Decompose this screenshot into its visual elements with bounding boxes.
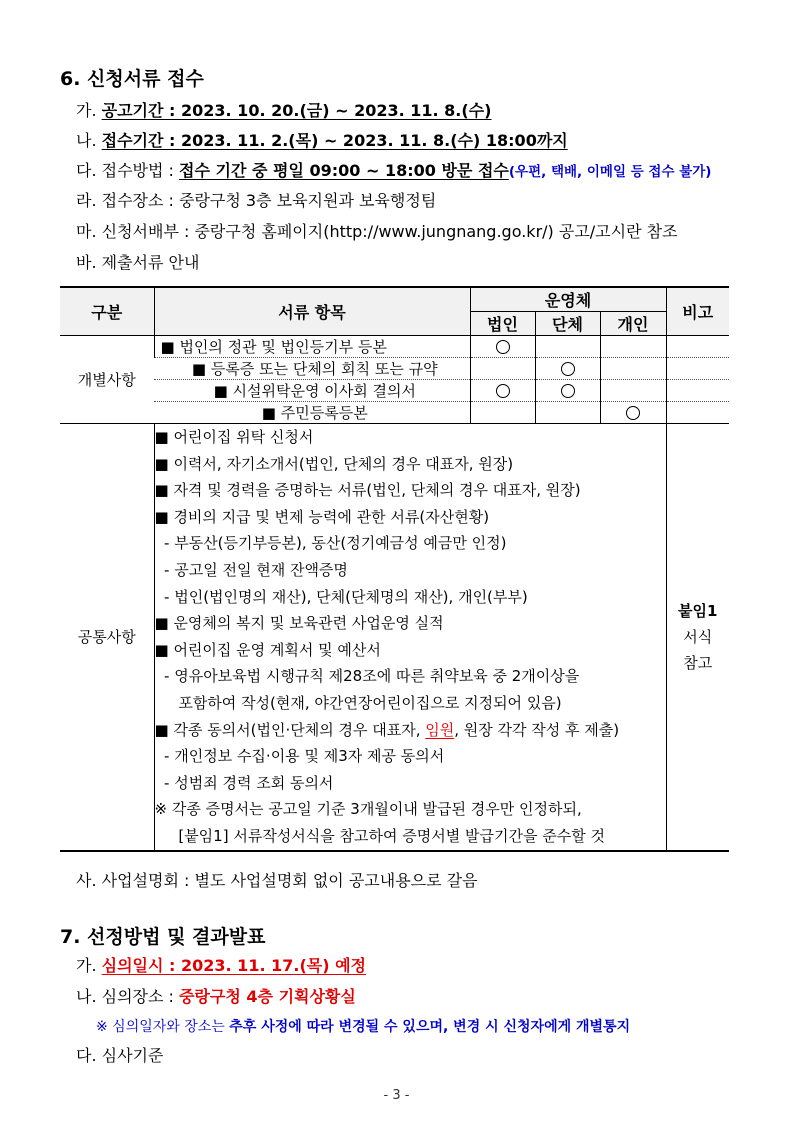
circle-mark xyxy=(561,384,575,398)
review-date: 심의일시 : 2023. 11. 17.(목) 예정 xyxy=(101,956,367,975)
review-place: 중랑구청 4층 기획상황실 xyxy=(179,987,356,1006)
header-corp: 법인 xyxy=(470,312,535,336)
header-group: 단체 xyxy=(535,312,600,336)
common-line: ■ 자격 및 경력을 증명하는 서류(법인, 단체의 경우 대표자, 원장) xyxy=(154,481,581,500)
common-line: - 개인정보 수집·이용 및 제3자 제공 동의서 xyxy=(154,747,445,766)
list-item-sa: 사. 사업설명회 : 별도 사업설명회 없이 공고내용으로 갈음 xyxy=(76,871,478,890)
note-prefix: ※ 심의일자와 장소는 xyxy=(96,1019,230,1035)
consent-red: 임원 xyxy=(425,720,455,739)
circle-mark xyxy=(496,384,510,398)
list-item-ma: 마. 신청서배부 : 중랑구청 홈페이지(http://www.jungnang.go.kr/) 공고/고시란 참조 xyxy=(76,222,678,241)
item-label: 나. 심의장소 : xyxy=(76,987,180,1006)
section-6-title: 6. 신청서류 접수 xyxy=(60,68,204,90)
table-row xyxy=(60,402,729,424)
section-7-title: 7. 선정방법 및 결과발표 xyxy=(60,926,266,948)
page-number: - 3 - xyxy=(383,1088,410,1103)
list-item-ba: 바. 제출서류 안내 xyxy=(76,253,200,272)
header-category: 구분 xyxy=(60,287,154,336)
list-item-da xyxy=(76,158,711,181)
circle-mark xyxy=(496,340,510,354)
common-line: - 부동산(등기부등본), 동산(정기예금성 예금만 인정) xyxy=(154,534,507,553)
notice-period: 공고기간 : 2023. 10. 20.(금) ~ 2023. 11. 8.(수) xyxy=(101,101,492,120)
header-operator: 운영체 xyxy=(470,287,666,312)
common-line: [붙임1] 서류작성서식을 참고하여 증명서별 발급기간을 준수할 것 xyxy=(154,826,605,845)
review-note xyxy=(96,1016,630,1036)
individual-label: 개별사항 xyxy=(60,336,154,424)
documents-table xyxy=(60,286,729,852)
consent-tail: , 원장 각각 작성 후 제출) xyxy=(454,720,620,739)
table-row xyxy=(60,336,729,358)
common-line: - 성범죄 경력 조회 동의서 xyxy=(154,773,334,792)
common-line: - 영유아보육법 시행규칙 제28조에 따른 취약보육 중 2개이상을 xyxy=(154,667,580,686)
header-indiv: 개인 xyxy=(600,312,666,336)
table-row xyxy=(60,380,729,402)
doc-item: ■ 주민등록등본 xyxy=(154,402,470,424)
common-line: ■ 어린이집 운영 계획서 및 예산서 xyxy=(154,640,381,659)
common-label: 공통사항 xyxy=(60,424,154,851)
doc-item: ■ 법인의 정관 및 법인등기부 등본 xyxy=(154,336,470,358)
header-note: 비고 xyxy=(666,287,729,336)
item-label: 가. xyxy=(76,101,102,120)
consent-text: ■ 각종 동의서(법인·단체의 경우 대표자, xyxy=(154,720,426,739)
common-note xyxy=(666,424,729,851)
table-row xyxy=(60,358,729,380)
header-items: 서류 항목 xyxy=(154,287,470,336)
list-item-7da: 다. 심사기준 xyxy=(76,1046,164,1065)
item-label: 다. 접수방법 : xyxy=(76,161,180,180)
note-line: 서식 xyxy=(683,627,713,646)
common-line: ※ 각종 증명서는 공고일 기준 3개월이내 발급된 경우만 인정하되, xyxy=(154,800,582,819)
circle-mark xyxy=(561,362,575,376)
common-line: ■ 운영체의 복지 및 보육관련 사업운영 실적 xyxy=(154,614,444,633)
list-item-na xyxy=(76,128,568,151)
common-line: ■ 경비의 지급 및 변제 능력에 관한 서류(자산현황) xyxy=(154,507,490,526)
common-line: 포함하여 작성(현재, 야간연장어린이집으로 지정되어 있음) xyxy=(154,693,562,712)
table-row-common xyxy=(60,424,729,851)
circle-mark xyxy=(626,406,640,420)
common-line: - 공고일 전일 현재 잔액증명 xyxy=(154,560,348,579)
item-label: 나. xyxy=(76,131,102,150)
list-item-ga xyxy=(76,98,491,121)
application-method: 접수 기간 중 평일 09:00 ~ 18:00 방문 접수 xyxy=(179,161,509,180)
common-line: ■ 이력서, 자기소개서(법인, 단체의 경우 대표자, 원장) xyxy=(154,454,514,473)
list-item-7ga xyxy=(76,953,366,976)
list-item-7na xyxy=(76,984,356,1007)
method-note: (우편, 택배, 이메일 등 접수 불가) xyxy=(508,164,712,180)
note-line: 참고 xyxy=(683,653,713,672)
application-period: 접수기간 : 2023. 11. 2.(목) ~ 2023. 11. 8.(수) 18:00까지 xyxy=(101,131,568,150)
doc-item: ■ 시설위탁운영 이사회 결의서 xyxy=(154,380,470,402)
item-label: 가. xyxy=(76,956,102,975)
doc-item: ■ 등록증 또는 단체의 회칙 또는 규약 xyxy=(154,358,470,380)
common-line: ■ 어린이집 위탁 신청서 xyxy=(154,428,314,446)
common-line-consent xyxy=(155,717,666,744)
note-emphasis: 추후 사정에 따라 변경될 수 있으며, 변경 시 신청자에게 개별통지 xyxy=(229,1019,631,1035)
common-items xyxy=(154,424,666,851)
note-line: 붙임1 xyxy=(678,601,718,620)
common-line: - 법인(법인명의 재산), 단체(단체명의 재산), 개인(부부) xyxy=(154,587,528,606)
list-item-ra: 라. 접수장소 : 중랑구청 3층 보육지원과 보육행정팀 xyxy=(76,191,437,210)
